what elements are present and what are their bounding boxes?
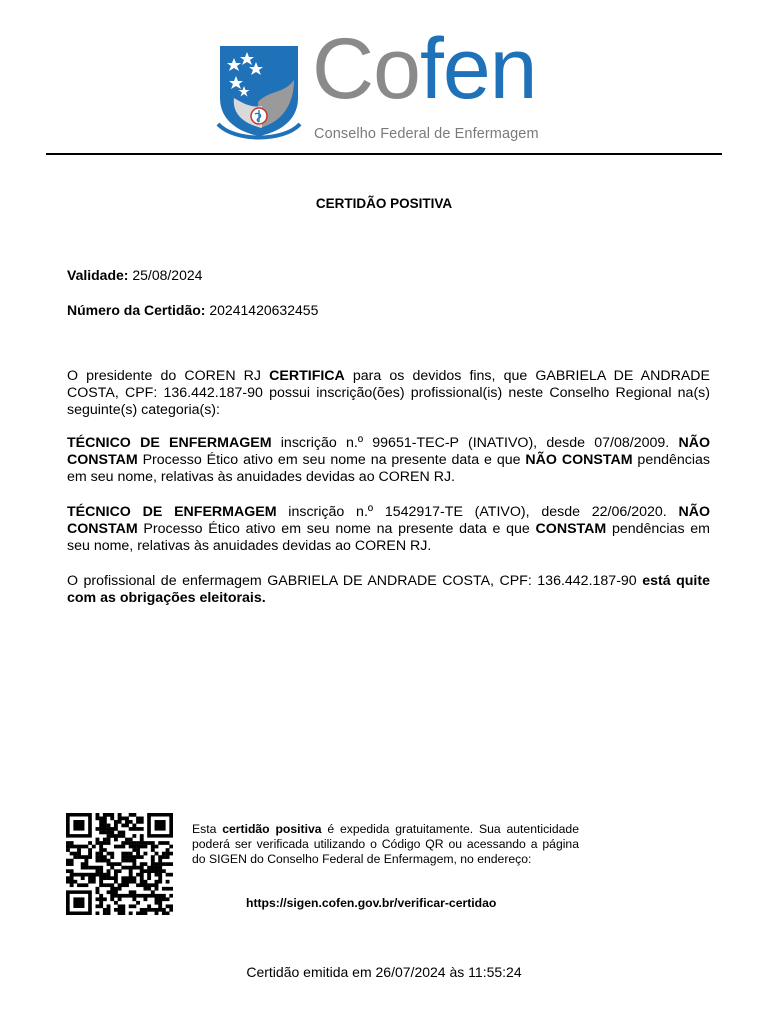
issued-timestamp: Certidão emitida em 26/07/2024 às 11:55:24 — [246, 964, 522, 980]
verification-note — [192, 822, 579, 867]
validity-field — [67, 267, 202, 283]
brand-wordmark — [312, 21, 537, 117]
note-text-2: é expedida gratuitamente. Sua autenticidade poderá ser verificada utilizando o Código QR ou acessando a página do SIGEN do Conselho Federal de Enfermagem, no endereço: — [192, 822, 579, 866]
electoral-status: está quite com as obrigações eleitorais. — [67, 573, 710, 606]
electoral-text: O profissional de enfermagem GABRIELA DE ANDRADE COSTA, CPF: 136.442.187-90 — [67, 573, 643, 589]
certificate-number-value: 20241420632455 — [209, 302, 319, 318]
registration-ethics-status: NÃO CONSTAM — [67, 504, 710, 537]
note-text: Esta — [192, 822, 223, 836]
registration-paragraph-2 — [67, 504, 710, 555]
header-divider — [46, 153, 722, 155]
registration-text: pendências em seu nome, relativas às anuidades devidas ao COREN RJ. — [67, 521, 710, 554]
certificate-title: CERTIDÃO POSITIVA — [315, 196, 453, 211]
intro-certifica: CERTIFICA — [269, 368, 345, 384]
verification-url[interactable]: https://sigen.cofen.gov.br/verificar-certidao — [246, 896, 497, 910]
registration-text: pendências em seu nome, relativas às anuidades devidas ao COREN RJ. — [67, 452, 711, 485]
intro-text: O presidente do COREN RJ — [67, 368, 270, 384]
electoral-paragraph — [67, 573, 710, 607]
registration-ethics-status: NÃO CONSTAM — [67, 435, 710, 468]
validity-label: Validade: — [67, 267, 129, 283]
qr-code-icon — [66, 813, 173, 915]
note-bold: certidão positiva — [222, 822, 322, 836]
brand-suffix: fen — [419, 21, 537, 117]
brand-subtitle: Conselho Federal de Enfermagem — [314, 126, 539, 142]
brand-prefix: Co — [312, 21, 420, 117]
registration-paragraph-1 — [67, 435, 710, 486]
cofen-emblem-icon — [214, 42, 304, 142]
registration-category: TÉCNICO DE ENFERMAGEM — [67, 435, 272, 451]
certificate-number-field — [67, 302, 318, 318]
registration-category: TÉCNICO DE ENFERMAGEM — [67, 504, 277, 520]
registration-dues-status: CONSTAM — [535, 521, 607, 537]
registration-dues-status: NÃO CONSTAM — [525, 452, 633, 468]
validity-value: 25/08/2024 — [132, 267, 203, 283]
certificate-number-label: Número da Certidão: — [67, 302, 206, 318]
registration-text: inscrição n.º 99651-TEC-P (INATIVO), desde 07/08/2009. — [271, 435, 679, 451]
registration-text: Processo Ético ativo em seu nome na presente data e que — [137, 521, 536, 537]
registration-text: inscrição n.º 1542917-TE (ATIVO), desde 22/06/2020. — [276, 504, 679, 520]
cofen-logo — [214, 21, 559, 144]
intro-text-2: para os devidos fins, que GABRIELA DE ANDRADE COSTA, CPF: 136.442.187-90 possui inscrição(ões) profissional(is) neste Conselho Regional na(s) seguinte(s) categoria(s): — [67, 368, 710, 418]
intro-paragraph — [67, 368, 710, 419]
registration-text: Processo Ético ativo em seu nome na presente data e que — [137, 452, 526, 468]
